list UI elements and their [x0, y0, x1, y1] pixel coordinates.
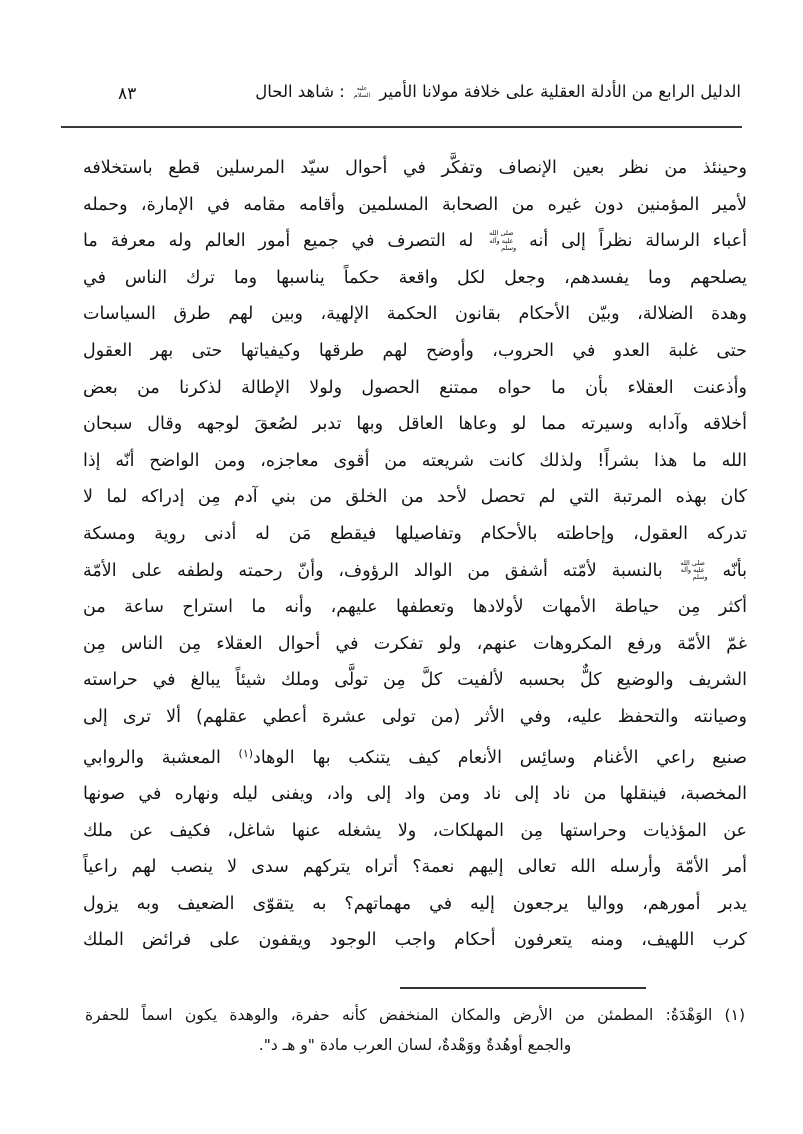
- footnote-divider: [400, 987, 646, 989]
- header-divider: [61, 126, 742, 128]
- body-line: حتى غلبة العدو في الحروب، وأوضح لهم طرقها وكيفياتها حتى بهر العقول: [83, 340, 747, 361]
- body-line: وهدة الضلالة، وبيّن الأحكام بقانون الحكمة الإلهية، وبين لهم طرق السياسات: [83, 304, 747, 325]
- sallallahu-alayhi-honorific-icon: صلى الله عليه وآله وسلم: [680, 558, 708, 582]
- body-line: وصيانته والتحفظ عليه، وفي الأثر (من تولى عشرة أعطي عقلهم) ألا ترى إلى: [83, 706, 747, 727]
- body-line: وحينئذ من نظر بعين الإنصاف وتفكَّر في أحوال سيّد المرسلين قطع باستخلافه: [83, 158, 747, 178]
- alayhi-salam-honorific-icon: عليه السلام: [354, 85, 371, 99]
- body-line: أكثر مِن حياطة الأمهات لأولادها وتعطفها عليهم، وأنه ما استراح ساعة من: [83, 597, 747, 618]
- footnote-line: (١) الوَهْدَةُ: المطمئن من الأرض والمكان المنخفض كأنه حفرة، والوهدة يكون اسماً للحفرة: [85, 1006, 745, 1024]
- body-line: [83, 736, 747, 777]
- body-line: الله ما هذا بشراً! ولذلك كانت شريعته من أقوى معاجزه، ومن الواضح أنّه إذا: [83, 450, 747, 471]
- footnote: [85, 1000, 745, 1060]
- body-line: يدبر أمورهم، وواليا يرجعون إليه في مهماتهم؟ به يتقوّى الضعيف وبه يزول: [83, 893, 747, 914]
- body-line: أخلاقه وآدابه وسيرته مما لو وعاها العاقل وبها تدبر لصُعقَ لوجهه وقال سبحان: [83, 414, 747, 435]
- body-line: كان بهذه المرتبة التي لم تحصل لأحد من الخلق من بني آدم مِن إدراكه لما لا: [83, 487, 747, 508]
- body-line-text: أعباء الرسالة نظراً إلى أنه: [529, 231, 747, 252]
- page-header: [62, 82, 741, 116]
- footnote-reference-marker: (١): [238, 746, 254, 760]
- body-line-text: بالنسبة لأمّته أشفق من الوالد الرؤوف، وأنّ رحمته ولطفه على الأمّة: [83, 560, 663, 581]
- body-line: أمر الأمّة وأرسله الله تعالى إليهم نعمة؟ أتراه يتركهم سدى لا ينصب لهم راعياً: [83, 857, 747, 878]
- body-line-text: بأنّه: [722, 560, 747, 581]
- body-line: عن المؤذيات وحراستها مِن المهلكات، ولا يشغله عنها شاغل، فكيف عن ملك: [83, 820, 747, 841]
- header-title-suffix: : شاهد الحال: [255, 82, 345, 101]
- footnote-line: والجمع أوهُدةٌ ووَهْدةٌ، لسان العرب مادة "و هـ د".: [258, 1036, 572, 1054]
- body-line: وأذعنت العقلاء بأن ما حواه ممتنع الحصول ولولا الإطالة لذكرنا من بعض: [83, 377, 747, 398]
- body-line: تدركه العقول، وإحاطته بالأحكام وتفاصيلها فيقطع مَن له أدنى روية ومسكة: [83, 523, 747, 544]
- body-line-text: له التصرف في جميع أمور العالم وله معرفة ما: [83, 231, 474, 252]
- body-line: يصلحهم وما يفسدهم، وجعل لكل واقعة حكماً يناسبها وما ترك الناس في: [83, 267, 747, 288]
- header-title: [255, 82, 741, 101]
- body-line: المخصبة، فينقلها من ناد إلى ناد ومن واد إلى واد، ويفنى ليله ونهاره في صونها: [83, 784, 747, 805]
- body-line: كرب اللهيف، ومنه يتعرفون أحكام واجب الوجود ويقفون على فرائض الملك: [83, 930, 747, 951]
- body-line: لأمير المؤمنين دون غيره من الصحابة المسلمين وأقامه مقامه في الإمارة، وحمله: [83, 194, 747, 215]
- body-line: غمّ الأمّة ورفع المكروهات عنهم، ولو تفكرت في أحوال العقلاء مِن الناس مِن: [83, 633, 747, 654]
- body-line: الشريف والوضيع كلٌّ بحسبه لألفيت كلَّ مِن تولَّى وملك شيئاً يبالغ في حراسته: [83, 670, 747, 691]
- body-line-text: صنيع راعي الأغنام وسائِس الأنعام كيف يتنكب بها الوهاد: [253, 747, 747, 768]
- body-line-text: المعشبة والروابي: [83, 747, 221, 768]
- body-line: [83, 223, 747, 260]
- body-text: [83, 150, 747, 959]
- header-title-text: الدليل الرابع من الأدلة العقلية على خلافة مولانا الأمير: [379, 82, 741, 101]
- body-line: [83, 553, 747, 590]
- page-number: ٨٣: [118, 84, 137, 104]
- sallallahu-alayhi-honorific-icon: صلى الله عليه وآله وسلم: [488, 229, 517, 252]
